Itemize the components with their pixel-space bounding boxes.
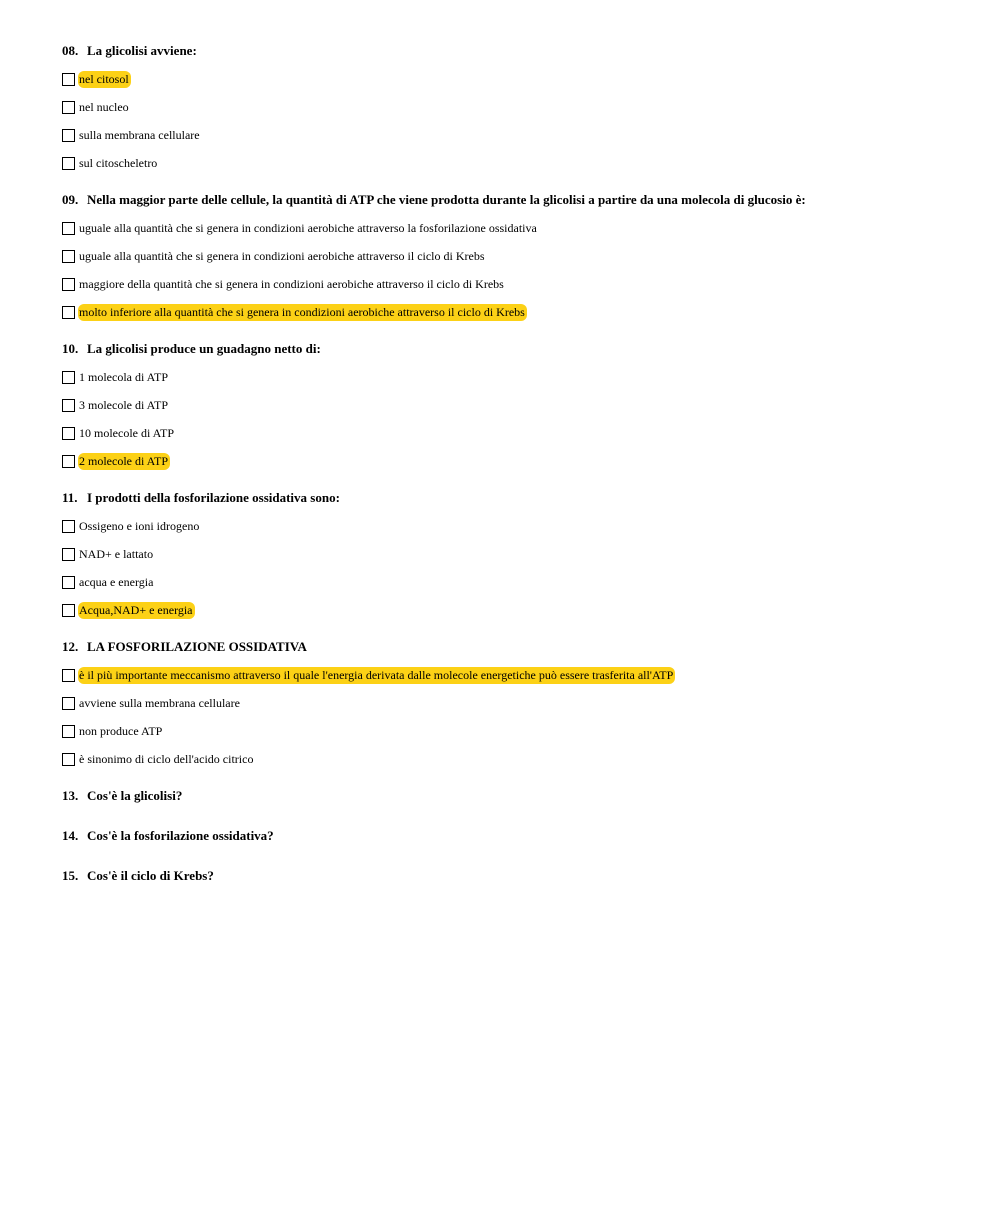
question-heading [62,190,982,210]
answer-option [62,568,982,596]
question [62,190,982,339]
question-heading [62,488,982,508]
question-heading [62,786,982,806]
answer-text: uguale alla quantità che si genera in condizioni aerobiche attraverso il ciclo di Krebs [79,248,485,263]
question-text: I prodotti della fosforilazione ossidativa sono: [87,490,340,505]
answer-options [62,214,982,326]
answer-option [62,689,982,717]
answer-text-highlighted: Acqua,NAD+ e energia [79,602,193,617]
question [62,339,982,488]
answer-text: avviene sulla membrana cellulare [79,695,240,710]
answer-checkbox[interactable] [62,725,75,738]
answer-text-highlighted: nel citosol [79,71,129,86]
question-number: 11. [62,490,78,505]
answer-checkbox[interactable] [62,278,75,291]
answer-text-highlighted: è il più importante meccanismo attraverso il quale l'energia derivata dalle molecole energetiche può essere trasferita all'ATP [79,667,674,682]
question-text: La glicolisi avviene: [87,43,197,58]
answer-option [62,242,982,270]
question-number: 12. [62,639,79,654]
answer-checkbox[interactable] [62,548,75,561]
answer-checkbox[interactable] [62,399,75,412]
answer-option [62,93,982,121]
answer-text: non produce ATP [79,723,163,738]
question-text: Cos'è il ciclo di Krebs? [87,868,214,883]
answer-text: maggiore della quantità che si genera in condizioni aerobiche attraverso il ciclo di Krebs [79,276,504,291]
question [62,866,982,906]
answer-text: è sinonimo di ciclo dell'acido citrico [79,751,254,766]
quiz-page [62,41,982,906]
answer-option [62,661,982,689]
question-text: La glicolisi produce un guadagno netto di: [87,341,321,356]
answer-checkbox[interactable] [62,427,75,440]
question-heading [62,826,982,846]
question-text: Nella maggior parte delle cellule, la quantità di ATP che viene prodotta durante la glicolisi a partire da una molecola di glucosio è: [87,192,806,207]
question-heading [62,41,982,61]
answer-option [62,419,982,447]
answer-options [62,65,982,177]
answer-text: Ossigeno e ioni idrogeno [79,518,200,533]
answer-checkbox[interactable] [62,101,75,114]
question-text: Cos'è la fosforilazione ossidativa? [87,828,274,843]
question-number: 14. [62,828,79,843]
answer-checkbox[interactable] [62,669,75,682]
answer-options [62,363,982,475]
answer-option [62,121,982,149]
answer-checkbox[interactable] [62,157,75,170]
answer-option [62,447,982,475]
answer-text: uguale alla quantità che si genera in condizioni aerobiche attraverso la fosforilazione ossidativa [79,220,537,235]
answer-text: acqua e energia [79,574,154,589]
answer-text: NAD+ e lattato [79,546,154,561]
answer-options [62,512,982,624]
answer-option [62,363,982,391]
question-heading [62,637,982,657]
answer-text: sul citoscheletro [79,155,158,170]
answer-text: sulla membrana cellulare [79,127,200,142]
answer-text: nel nucleo [79,99,129,114]
question-number: 08. [62,43,79,58]
answer-checkbox[interactable] [62,604,75,617]
answer-option [62,512,982,540]
answer-option [62,214,982,242]
question-heading [62,866,982,886]
question-heading [62,339,982,359]
question-number: 09. [62,192,79,207]
answer-option [62,270,982,298]
answer-checkbox[interactable] [62,129,75,142]
answer-text-highlighted: molto inferiore alla quantità che si genera in condizioni aerobiche attraverso il ciclo di Krebs [79,304,525,319]
question [62,826,982,866]
answer-checkbox[interactable] [62,371,75,384]
answer-checkbox[interactable] [62,250,75,263]
question-number: 15. [62,868,79,883]
answer-checkbox[interactable] [62,753,75,766]
answer-option [62,596,982,624]
answer-options [62,661,982,773]
answer-option [62,745,982,773]
answer-checkbox[interactable] [62,306,75,319]
answer-checkbox[interactable] [62,73,75,86]
answer-text: 1 molecola di ATP [79,369,168,384]
question-number: 10. [62,341,79,356]
answer-option [62,717,982,745]
answer-checkbox[interactable] [62,455,75,468]
question [62,786,982,826]
answer-checkbox[interactable] [62,576,75,589]
answer-option [62,540,982,568]
answer-text: 10 molecole di ATP [79,425,174,440]
question [62,637,982,786]
answer-text-highlighted: 2 molecole di ATP [79,453,168,468]
answer-text: 3 molecole di ATP [79,397,168,412]
answer-checkbox[interactable] [62,520,75,533]
answer-option [62,149,982,177]
question [62,41,982,190]
question-text: LA FOSFORILAZIONE OSSIDATIVA [87,639,307,654]
answer-option [62,391,982,419]
question [62,488,982,637]
answer-option [62,65,982,93]
question-text: Cos'è la glicolisi? [87,788,183,803]
question-number: 13. [62,788,79,803]
answer-option [62,298,982,326]
answer-checkbox[interactable] [62,222,75,235]
answer-checkbox[interactable] [62,697,75,710]
